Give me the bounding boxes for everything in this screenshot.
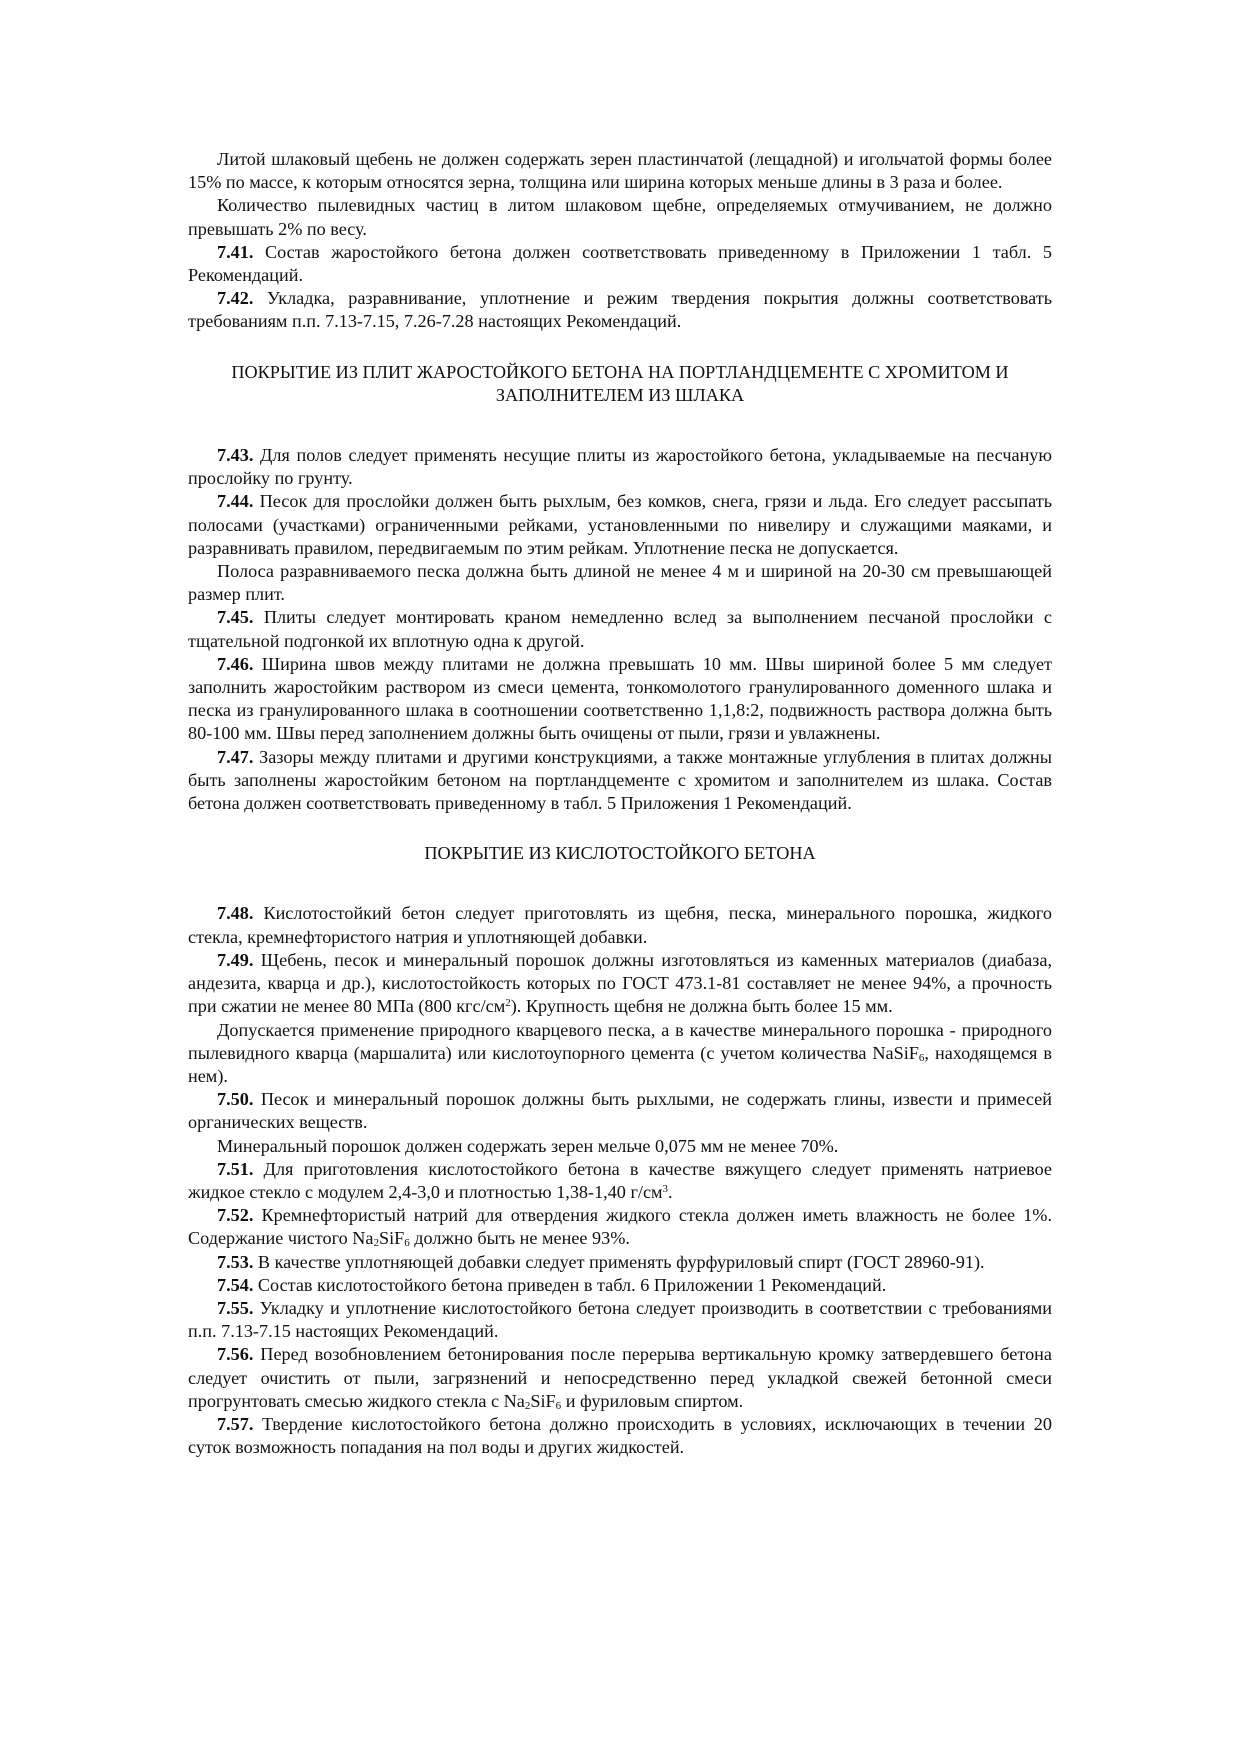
clause-7-57: 7.57. Твердение кислотостойкого бетона должно происходить в условиях, исключающих в течении 20 суток возможность попадания на пол воды и других жидкостей. [188,1413,1052,1458]
clause-number: 7.54. [217,1274,254,1295]
clause-number: 7.45. [217,607,254,628]
clause-number: 7.48. [217,903,254,924]
clause-number: 7.52. [217,1205,254,1226]
clause-7-44: 7.44. Песок для прослойки должен быть рыхлым, без комков, снега, грязи и льда. Его следует рассыпать полосами (участками) ограниченными рейками, установленными по нивелиру и служащими маяками, и разравнивать правилом, передвигаемым по этим рейкам. Уплотнение песка не допускается. [188,491,1052,558]
clause-number: 7.56. [217,1344,254,1365]
clause-7-56: 7.56. Перед возобновлением бетонирования после перерыва вертикальную кромку затвердевшего бетона следует очистить от пыли, загрязнений и непосредственно перед укладкой свежей бетонной смеси прогрунтовать смесью жидкого стекла с $Na_2SiF_6$ и фуриловым спиртом. [188,1344,1052,1412]
clause-7-53: 7.53. В качестве уплотняющей добавки следует применять фурфуриловый спирт (ГОСТ 28960-91). [217,1251,985,1272]
clause-7-49: 7.49. Щебень, песок и минеральный порошок должны изготовляться из каменных материалов (диабаза, андезита, кварца и др.), кислотостойкость которых по ГОСТ 473.1-81 составляет не менее 94%, а прочность при сжатии не менее 80 МПа (800 кгс/$см^2$). Крупность щебня не должна быть более 15 мм. [188,949,1052,1017]
clause-number: 7.57. [217,1413,254,1434]
clause-7-45: 7.45. Плиты следует монтировать краном немедленно вслед за выполнением песчаной прослойки с тщательной подгонкой их вплотную одна к другой. [188,607,1052,651]
clause-7-54: 7.54. Состав кислотостойкого бетона приведен в табл. 6 Приложении 1 Рекомендаций. [217,1274,887,1295]
clause-number: 7.49. [217,949,254,970]
clause-number: 7.41. [217,241,254,262]
clause-number: 7.50. [217,1089,254,1110]
paragraph-quartz-sand: Допускается применение природного кварцевого песка, а в качестве минерального порошка - природного пылевидного кварца (маршалита) или кислотоупорного цемента (с учетом количества NaSiF$_6$, находящемся в нем). [188,1019,1052,1086]
clause-7-47: 7.47. Зазоры между плитами и другими конструкциями, а также монтажные углубления в плитах должны быть заполнены жаростойким бетоном на портландцементе с хромитом и заполнителем из шлака. Состав бетона должен соответствовать приведенному в табл. 5 Приложения 1 Рекомендаций. [188,746,1052,814]
paragraph-mineral-powder: Минеральный порошок должен содержать зерен мельче 0,075 мм не менее 70%. [217,1135,839,1156]
paragraph-slag-grain-shape: Литой шлаковый щебень не должен содержать зерен пластинчатой (лещадной) и игольчатой формы более 15% по массе, к которым относятся зерна, толщина или ширина которых меньше длины в 3 раза и более. [188,149,1052,193]
clause-number: 7.43. [217,445,254,466]
clause-7-48: 7.48. Кислотостойкий бетон следует приготовлять из щебня, песка, минерального порошка, жидкого стекла, кремнефтористого натрия и уплотняющей добавки. [188,903,1052,947]
clause-number: 7.46. [217,653,254,674]
section-heading-heat-resistant-slabs: ПОКРЫТИЕ ИЗ ПЛИТ ЖАРОСТОЙКОГО БЕТОНА НА ПОРТЛАНДЦЕМЕНТЕ С ХРОМИТОМ И ЗАПОЛНИТЕЛЕМ ИЗ ШЛАКА [231,361,1009,405]
clause-7-43: 7.43. Для полов следует применять несущие плиты из жаростойкого бетона, укладываемые на песчаную прослойку по грунту. [188,445,1052,489]
clause-7-41: 7.41. Состав жаростойкого бетона должен соответствовать приведенному в Приложении 1 табл. 5 Рекомендаций. [188,241,1052,286]
clause-number: 7.42. [217,288,254,309]
clause-7-42: 7.42. Укладка, разравнивание, уплотнение и режим твердения покрытия должны соответствовать требованиям п.п. 7.13-7.15, 7.26-7.28 настоящих Рекомендаций. [188,288,1052,332]
clause-number: 7.51. [217,1158,254,1179]
clause-7-51: 7.51. Для приготовления кислотостойкого бетона в качестве вяжущего следует применять натриевое жидкое стекло с модулем 2,4-3,0 и плотностью 1,38-1,40 $г/см^3$. [188,1158,1052,1202]
paragraph-dust-particles: Количество пылевидных частиц в литом шлаковом щебне, определяемых отмучиванием, не должно превышать 2% по весу. [188,195,1052,239]
clause-7-52: 7.52. Кремнефтористый натрий для отвердения жидкого стекла должен иметь влажность не более 1%. Содержание чистого $Na_2SiF_6$ должно быть не менее 93%. [188,1205,1052,1250]
clause-number: 7.53. [217,1251,254,1272]
clause-number: 7.47. [217,746,254,767]
clause-7-46: 7.46. Ширина швов между плитами не должна превышать 10 мм. Швы шириной более 5 мм следует заполнить жаростойким раствором из смеси цемента, тонкомолотого гранулированного доменного шлака и песка из гранулированного шлака в соотношении соответственно 1,1,8:2, подвижность раствора должна быть 80-100 мм. Швы перед заполнением должны быть очищены от пыли, грязи и увлажнены. [188,653,1052,744]
section-heading-acid-resistant-concrete: ПОКРЫТИЕ ИЗ КИСЛОТОСТОЙКОГО БЕТОНА [424,843,816,864]
paragraph-sand-strip: Полоса разравниваемого песка должна быть длиной не менее 4 м и шириной на 20-30 см превышающей размер плит. [188,561,1052,605]
clause-number: 7.55. [217,1297,254,1318]
clause-7-55: 7.55. Укладку и уплотнение кислотостойкого бетона следует производить в соответствии с требованиями п.п. 7.13-7.15 настоящих Рекомендаций. [188,1297,1052,1342]
document-page [188,148,1052,1459]
clause-number: 7.44. [217,491,254,512]
clause-7-50: 7.50. Песок и минеральный порошок должны быть рыхлыми, не содержать глины, извести и примесей органических веществ. [188,1089,1052,1133]
